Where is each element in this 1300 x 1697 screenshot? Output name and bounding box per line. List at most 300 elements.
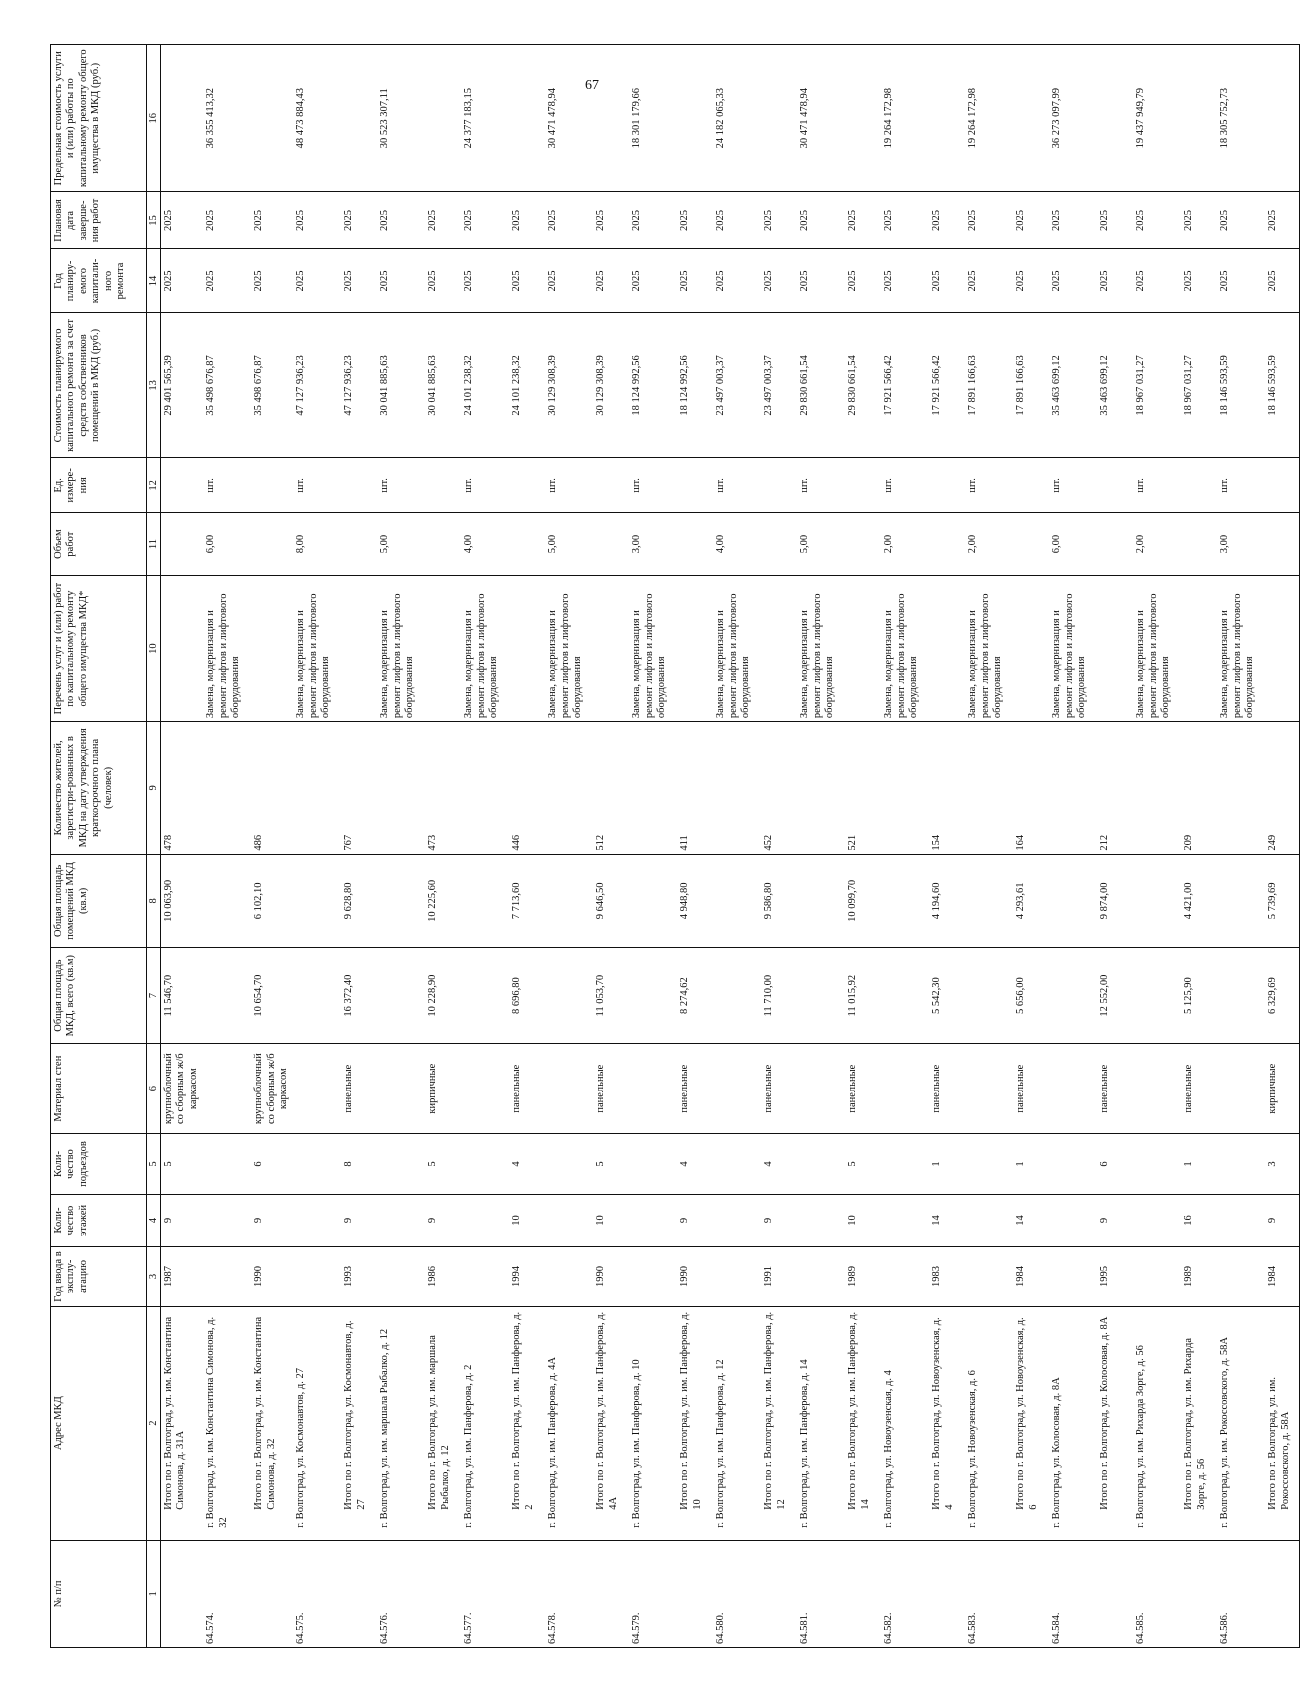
total-row xyxy=(593,45,627,1648)
limit-cost-cell xyxy=(845,45,879,192)
works-cell xyxy=(845,576,879,722)
material-cell: панельные xyxy=(929,1044,963,1134)
plan-year-cell: 2025 xyxy=(1013,249,1047,313)
plan-date-cell: 2025 xyxy=(1181,192,1215,249)
cost-cell: 35 463 699,12 xyxy=(1097,313,1131,458)
plan-date-cell: 2025 xyxy=(1047,192,1097,249)
total-row xyxy=(677,45,711,1648)
residents-cell: 164 xyxy=(1013,722,1047,854)
column-number: 3 xyxy=(147,1247,161,1306)
address-cell: Итого по г. Волгоград, ул. им. Панферова, д. 4А xyxy=(593,1306,627,1540)
year-cell: 1991 xyxy=(761,1247,795,1306)
plan-date-cell: 2025 xyxy=(795,192,845,249)
unit-cell: шт. xyxy=(1047,458,1097,513)
plan-year-cell: 2025 xyxy=(1215,249,1265,313)
col-header-plan-year: Год планиру-емого капитали-ного ремонта xyxy=(51,249,147,313)
address-cell: г. Волгоград, ул. им. Панферова, д. 14 xyxy=(795,1306,845,1540)
works-cell xyxy=(509,576,543,722)
floors-cell: 9 xyxy=(1097,1194,1131,1247)
col-header-unit: Ед. измере-ния xyxy=(51,458,147,513)
cost-cell: 18 146 593,59 xyxy=(1215,313,1265,458)
floors-cell: 9 xyxy=(1265,1194,1299,1247)
col-header-floors: Коли-чество этажей xyxy=(51,1194,147,1247)
volume-cell: 3,00 xyxy=(1215,513,1265,576)
cost-cell: 18 124 992,56 xyxy=(677,313,711,458)
limit-cost-cell: 18 301 179,66 xyxy=(627,45,677,192)
volume-cell xyxy=(1181,513,1215,576)
entrances-cell: 5 xyxy=(845,1134,879,1195)
entrances-cell: 4 xyxy=(677,1134,711,1195)
total-area-cell xyxy=(963,948,1013,1044)
premises-area-cell xyxy=(627,854,677,948)
limit-cost-cell: 24 377 183,15 xyxy=(459,45,509,192)
col-header-plan-date: Плановая дата заверше-ния работ xyxy=(51,192,147,249)
residents-cell xyxy=(375,722,425,854)
address-cell: Итого по г. Волгоград, ул. Колосовая, д. 8А xyxy=(1097,1306,1131,1540)
total-row xyxy=(251,45,291,1648)
entrances-cell xyxy=(1215,1134,1265,1195)
residents-cell xyxy=(459,722,509,854)
plan-year-cell: 2025 xyxy=(161,249,202,313)
limit-cost-cell: 30 471 478,94 xyxy=(795,45,845,192)
plan-year-cell: 2025 xyxy=(1047,249,1097,313)
unit-cell: шт. xyxy=(543,458,593,513)
total-row xyxy=(425,45,459,1648)
row-number: 64.579. xyxy=(627,1540,677,1647)
floors-cell xyxy=(201,1194,251,1247)
premises-area-cell xyxy=(1215,854,1265,948)
column-number: 7 xyxy=(147,948,161,1044)
row-number xyxy=(1013,1540,1047,1647)
address-cell: г. Волгоград, ул. им. Панферова, д. 10 xyxy=(627,1306,677,1540)
cost-cell: 29 830 661,54 xyxy=(795,313,845,458)
plan-date-cell: 2025 xyxy=(963,192,1013,249)
plan-year-cell: 2025 xyxy=(1265,249,1299,313)
year-cell xyxy=(795,1247,845,1306)
volume-cell: 2,00 xyxy=(1131,513,1181,576)
table-row xyxy=(543,45,593,1648)
material-cell: панельные xyxy=(593,1044,627,1134)
limit-cost-cell: 19 264 172,98 xyxy=(879,45,929,192)
plan-date-cell: 2025 xyxy=(929,192,963,249)
works-cell xyxy=(1013,576,1047,722)
address-cell: г. Волгоград, ул. Новоузенская, д. 4 xyxy=(879,1306,929,1540)
limit-cost-cell xyxy=(341,45,375,192)
address-cell: г. Волгоград, ул. им. Рокоссовского, д. 58А xyxy=(1215,1306,1265,1540)
entrances-cell xyxy=(543,1134,593,1195)
plan-date-cell: 2025 xyxy=(711,192,761,249)
entrances-cell: 4 xyxy=(761,1134,795,1195)
table-row xyxy=(291,45,341,1648)
limit-cost-cell: 36 355 413,32 xyxy=(201,45,251,192)
unit-cell xyxy=(1097,458,1131,513)
plan-year-cell: 2025 xyxy=(627,249,677,313)
address-cell: Итого по г. Волгоград, ул. им. Панферова, д. 2 xyxy=(509,1306,543,1540)
material-cell: крупноблочный со сборным ж/б каркасом xyxy=(251,1044,291,1134)
year-cell: 1995 xyxy=(1097,1247,1131,1306)
works-cell xyxy=(593,576,627,722)
address-cell: Итого по г. Волгоград, ул. им. Рихарда Зорге, д. 56 xyxy=(1181,1306,1215,1540)
plan-year-cell: 2025 xyxy=(201,249,251,313)
unit-cell xyxy=(1181,458,1215,513)
unit-cell xyxy=(251,458,291,513)
entrances-cell xyxy=(375,1134,425,1195)
residents-cell xyxy=(291,722,341,854)
material-cell xyxy=(543,1044,593,1134)
table-row xyxy=(1131,45,1181,1648)
unit-cell: шт. xyxy=(459,458,509,513)
row-number: 64.578. xyxy=(543,1540,593,1647)
works-cell xyxy=(1097,576,1131,722)
works-cell: Замена, модернизация и ремонт лифтов и лифтового оборудования xyxy=(1131,576,1181,722)
total-area-cell xyxy=(1047,948,1097,1044)
total-area-cell xyxy=(375,948,425,1044)
floors-cell: 9 xyxy=(251,1194,291,1247)
col-header-num: № п/п xyxy=(51,1540,147,1647)
residents-cell xyxy=(1047,722,1097,854)
total-area-cell: 5 542,30 xyxy=(929,948,963,1044)
volume-cell xyxy=(1013,513,1047,576)
address-cell: Итого по г. Волгоград, ул. им. Константина Симонова, д. 32 xyxy=(251,1306,291,1540)
premises-area-cell: 10 063,90 xyxy=(161,854,202,948)
total-row xyxy=(509,45,543,1648)
column-number: 2 xyxy=(147,1306,161,1540)
cost-cell: 35 498 676,87 xyxy=(201,313,251,458)
plan-date-cell: 2025 xyxy=(1097,192,1131,249)
plan-date-cell: 2025 xyxy=(425,192,459,249)
unit-cell xyxy=(509,458,543,513)
entrances-cell xyxy=(1047,1134,1097,1195)
year-cell xyxy=(1131,1247,1181,1306)
row-number: 64.574. xyxy=(201,1540,251,1647)
premises-area-cell: 4 293,61 xyxy=(1013,854,1047,948)
unit-cell xyxy=(161,458,202,513)
volume-cell: 4,00 xyxy=(711,513,761,576)
limit-cost-cell xyxy=(425,45,459,192)
limit-cost-cell xyxy=(1265,45,1299,192)
year-cell xyxy=(1047,1247,1097,1306)
header-row xyxy=(51,45,147,1648)
column-number: 8 xyxy=(147,854,161,948)
limit-cost-cell: 18 305 752,73 xyxy=(1215,45,1265,192)
works-cell xyxy=(677,576,711,722)
floors-cell: 10 xyxy=(593,1194,627,1247)
capital-repair-table xyxy=(50,44,1300,1648)
table-row xyxy=(711,45,761,1648)
works-cell xyxy=(1265,576,1299,722)
plan-year-cell: 2025 xyxy=(795,249,845,313)
col-header-year: Год ввода в эксплу-атацию xyxy=(51,1247,147,1306)
volume-cell: 2,00 xyxy=(879,513,929,576)
entrances-cell: 5 xyxy=(593,1134,627,1195)
material-cell xyxy=(291,1044,341,1134)
material-cell: панельные xyxy=(845,1044,879,1134)
unit-cell: шт. xyxy=(375,458,425,513)
unit-cell xyxy=(845,458,879,513)
row-number xyxy=(1097,1540,1131,1647)
works-cell: Замена, модернизация и ремонт лифтов и лифтового оборудования xyxy=(459,576,509,722)
volume-cell xyxy=(929,513,963,576)
address-cell: г. Волгоград, ул. им. Константина Симонова, д. 32 xyxy=(201,1306,251,1540)
table-row xyxy=(1215,45,1265,1648)
premises-area-cell xyxy=(795,854,845,948)
plan-date-cell: 2025 xyxy=(375,192,425,249)
total-area-cell: 5 125,90 xyxy=(1181,948,1215,1044)
cost-cell: 35 463 699,12 xyxy=(1047,313,1097,458)
row-number: 64.583. xyxy=(963,1540,1013,1647)
volume-cell: 5,00 xyxy=(375,513,425,576)
column-number: 15 xyxy=(147,192,161,249)
residents-cell: 767 xyxy=(341,722,375,854)
material-cell xyxy=(1047,1044,1097,1134)
residents-cell: 446 xyxy=(509,722,543,854)
year-cell: 1987 xyxy=(161,1247,202,1306)
entrances-cell xyxy=(963,1134,1013,1195)
plan-date-cell: 2025 xyxy=(201,192,251,249)
volume-cell xyxy=(161,513,202,576)
entrances-cell: 5 xyxy=(425,1134,459,1195)
residents-cell xyxy=(795,722,845,854)
year-cell: 1990 xyxy=(593,1247,627,1306)
works-cell xyxy=(161,576,202,722)
address-cell: г. Волгоград, ул. Космонавтов, д. 27 xyxy=(291,1306,341,1540)
residents-cell: 209 xyxy=(1181,722,1215,854)
total-area-cell: 11 546,70 xyxy=(161,948,202,1044)
total-area-cell: 5 656,00 xyxy=(1013,948,1047,1044)
premises-area-cell xyxy=(711,854,761,948)
col-header-limit-cost: Предельная стоимость услуги и (или) работы по капитальному ремонту общего имущества в МКД (руб.) xyxy=(51,45,147,192)
table-row xyxy=(459,45,509,1648)
total-area-cell xyxy=(201,948,251,1044)
row-number xyxy=(509,1540,543,1647)
limit-cost-cell: 30 471 478,94 xyxy=(543,45,593,192)
total-area-cell: 16 372,40 xyxy=(341,948,375,1044)
premises-area-cell: 6 102,10 xyxy=(251,854,291,948)
table-row xyxy=(879,45,929,1648)
year-cell: 1983 xyxy=(929,1247,963,1306)
address-cell: г. Волгоград, ул. им. маршала Рыбалко, д. 12 xyxy=(375,1306,425,1540)
plan-date-cell: 2025 xyxy=(543,192,593,249)
unit-cell xyxy=(425,458,459,513)
plan-year-cell: 2025 xyxy=(291,249,341,313)
entrances-cell: 5 xyxy=(161,1134,202,1195)
plan-year-cell: 2025 xyxy=(341,249,375,313)
row-number xyxy=(1181,1540,1215,1647)
total-row xyxy=(929,45,963,1648)
row-number: 64.576. xyxy=(375,1540,425,1647)
unit-cell xyxy=(929,458,963,513)
plan-year-cell: 2025 xyxy=(1097,249,1131,313)
total-row xyxy=(1013,45,1047,1648)
year-cell xyxy=(543,1247,593,1306)
cost-cell: 24 101 238,32 xyxy=(459,313,509,458)
premises-area-cell xyxy=(291,854,341,948)
cost-cell: 18 124 992,56 xyxy=(627,313,677,458)
unit-cell xyxy=(1013,458,1047,513)
plan-year-cell: 2025 xyxy=(929,249,963,313)
cost-cell: 18 146 593,59 xyxy=(1265,313,1299,458)
col-header-works: Перечень услуг и (или) работ по капитальному ремонту общего имущества МКД* xyxy=(51,576,147,722)
unit-cell xyxy=(1265,458,1299,513)
address-cell: Итого по г. Волгоград, ул. им. Панферова, д. 10 xyxy=(677,1306,711,1540)
entrances-cell: 8 xyxy=(341,1134,375,1195)
limit-cost-cell xyxy=(677,45,711,192)
row-number xyxy=(425,1540,459,1647)
floors-cell: 9 xyxy=(161,1194,202,1247)
address-cell: Итого по г. Волгоград, ул. им. Рокоссовского, д. 58А xyxy=(1265,1306,1299,1540)
limit-cost-cell xyxy=(161,45,202,192)
year-cell: 1993 xyxy=(341,1247,375,1306)
plan-date-cell: 2025 xyxy=(1131,192,1181,249)
residents-cell xyxy=(201,722,251,854)
floors-cell: 9 xyxy=(677,1194,711,1247)
floors-cell xyxy=(627,1194,677,1247)
row-number: 64.585. xyxy=(1131,1540,1181,1647)
row-number: 64.586. xyxy=(1215,1540,1265,1647)
works-cell xyxy=(425,576,459,722)
residents-cell: 452 xyxy=(761,722,795,854)
address-cell: г. Волгоград, ул. им. Панферова, д. 4А xyxy=(543,1306,593,1540)
material-cell: панельные xyxy=(677,1044,711,1134)
table-row xyxy=(201,45,251,1648)
entrances-cell xyxy=(627,1134,677,1195)
entrances-cell xyxy=(795,1134,845,1195)
works-cell: Замена, модернизация и ремонт лифтов и лифтового оборудования xyxy=(543,576,593,722)
cost-cell: 47 127 936,23 xyxy=(341,313,375,458)
col-header-material: Материал стен xyxy=(51,1044,147,1134)
material-cell xyxy=(375,1044,425,1134)
material-cell: панельные xyxy=(1181,1044,1215,1134)
limit-cost-cell xyxy=(509,45,543,192)
table-row xyxy=(1047,45,1097,1648)
unit-cell xyxy=(761,458,795,513)
table-row xyxy=(963,45,1013,1648)
premises-area-cell: 4 948,80 xyxy=(677,854,711,948)
column-number-row xyxy=(147,45,161,1648)
column-number: 11 xyxy=(147,513,161,576)
plan-date-cell: 2025 xyxy=(1265,192,1299,249)
volume-cell: 5,00 xyxy=(543,513,593,576)
works-cell: Замена, модернизация и ремонт лифтов и лифтового оборудования xyxy=(1215,576,1265,722)
plan-year-cell: 2025 xyxy=(543,249,593,313)
cost-cell: 29 830 661,54 xyxy=(845,313,879,458)
plan-year-cell: 2025 xyxy=(1181,249,1215,313)
premises-area-cell xyxy=(375,854,425,948)
unit-cell: шт. xyxy=(1131,458,1181,513)
material-cell: панельные xyxy=(761,1044,795,1134)
volume-cell xyxy=(845,513,879,576)
row-number: 64.580. xyxy=(711,1540,761,1647)
cost-cell: 17 891 166,63 xyxy=(1013,313,1047,458)
year-cell: 1989 xyxy=(845,1247,879,1306)
year-cell xyxy=(711,1247,761,1306)
col-header-entrances: Коли-чество подъездов xyxy=(51,1134,147,1195)
material-cell: кирпичные xyxy=(1265,1044,1299,1134)
address-cell: Итого по г. Волгоград, ул. Новоузенская, д. 6 xyxy=(1013,1306,1047,1540)
total-area-cell: 8 696,80 xyxy=(509,948,543,1044)
premises-area-cell: 9 628,80 xyxy=(341,854,375,948)
col-header-cost: Стоимость планируемого капитального ремонта за счет средств собственников помещений в МКД (руб.) xyxy=(51,313,147,458)
premises-area-cell: 7 713,60 xyxy=(509,854,543,948)
address-cell: Итого по г. Волгоград, ул. им. Константина Симонова, д. 31А xyxy=(161,1306,202,1540)
material-cell: панельные xyxy=(1013,1044,1047,1134)
plan-date-cell: 2025 xyxy=(1013,192,1047,249)
cost-cell: 30 041 885,63 xyxy=(375,313,425,458)
plan-date-cell: 2025 xyxy=(251,192,291,249)
floors-cell: 14 xyxy=(1013,1194,1047,1247)
residents-cell xyxy=(627,722,677,854)
premises-area-cell: 10 225,60 xyxy=(425,854,459,948)
total-area-cell xyxy=(459,948,509,1044)
total-area-cell xyxy=(1131,948,1181,1044)
plan-year-cell: 2025 xyxy=(711,249,761,313)
total-area-cell xyxy=(711,948,761,1044)
works-cell: Замена, модернизация и ремонт лифтов и лифтового оборудования xyxy=(795,576,845,722)
plan-date-cell: 2025 xyxy=(593,192,627,249)
plan-year-cell: 2025 xyxy=(425,249,459,313)
plan-date-cell: 2025 xyxy=(677,192,711,249)
total-row xyxy=(161,45,202,1648)
plan-year-cell: 2025 xyxy=(375,249,425,313)
floors-cell xyxy=(543,1194,593,1247)
plan-date-cell: 2025 xyxy=(509,192,543,249)
limit-cost-cell: 36 273 097,99 xyxy=(1047,45,1097,192)
works-cell: Замена, модернизация и ремонт лифтов и лифтового оборудования xyxy=(201,576,251,722)
plan-year-cell: 2025 xyxy=(1131,249,1181,313)
plan-year-cell: 2025 xyxy=(677,249,711,313)
limit-cost-cell xyxy=(929,45,963,192)
total-row xyxy=(341,45,375,1648)
entrances-cell xyxy=(879,1134,929,1195)
volume-cell xyxy=(425,513,459,576)
unit-cell: шт. xyxy=(963,458,1013,513)
floors-cell xyxy=(795,1194,845,1247)
total-area-cell xyxy=(627,948,677,1044)
address-cell: Итого по г. Волгоград, ул. Космонавтов, д. 27 xyxy=(341,1306,375,1540)
plan-date-cell: 2025 xyxy=(161,192,202,249)
total-area-cell: 12 552,00 xyxy=(1097,948,1131,1044)
column-number: 16 xyxy=(147,45,161,192)
plan-date-cell: 2025 xyxy=(1215,192,1265,249)
premises-area-cell xyxy=(543,854,593,948)
material-cell xyxy=(1215,1044,1265,1134)
total-row xyxy=(1181,45,1215,1648)
table-body xyxy=(161,45,1300,1648)
total-row xyxy=(1097,45,1131,1648)
works-cell: Замена, модернизация и ремонт лифтов и лифтового оборудования xyxy=(375,576,425,722)
column-number: 14 xyxy=(147,249,161,313)
total-area-cell xyxy=(795,948,845,1044)
material-cell xyxy=(627,1044,677,1134)
residents-cell: 154 xyxy=(929,722,963,854)
floors-cell xyxy=(963,1194,1013,1247)
residents-cell xyxy=(879,722,929,854)
row-number xyxy=(251,1540,291,1647)
works-cell: Замена, модернизация и ремонт лифтов и лифтового оборудования xyxy=(1047,576,1097,722)
works-cell xyxy=(1181,576,1215,722)
volume-cell xyxy=(1265,513,1299,576)
premises-area-cell xyxy=(459,854,509,948)
cost-cell: 30 129 308,39 xyxy=(543,313,593,458)
plan-date-cell: 2025 xyxy=(627,192,677,249)
plan-year-cell: 2025 xyxy=(459,249,509,313)
material-cell xyxy=(711,1044,761,1134)
residents-cell: 512 xyxy=(593,722,627,854)
residents-cell xyxy=(1215,722,1265,854)
cost-cell: 23 497 003,37 xyxy=(761,313,795,458)
cost-cell: 17 921 566,42 xyxy=(879,313,929,458)
entrances-cell: 4 xyxy=(509,1134,543,1195)
